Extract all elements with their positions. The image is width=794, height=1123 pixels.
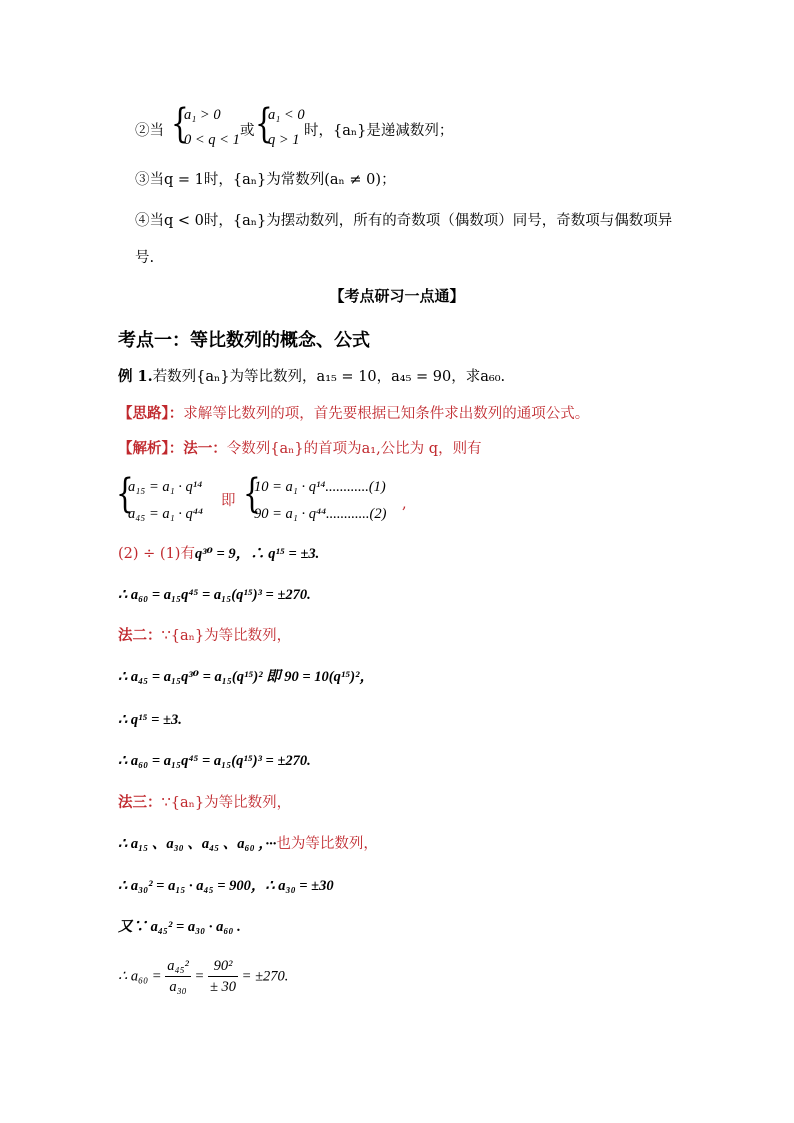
- case1-row1: a₁ > 0: [184, 107, 221, 123]
- or-word: 或: [240, 123, 255, 139]
- solution-text: 令数列{aₙ}的首项为a₁,公比为 q，则有: [226, 441, 482, 457]
- step-q15: ∴ q¹⁵ = ±3.: [118, 712, 182, 728]
- idea-label: 【思路】：: [118, 405, 184, 422]
- fraction-90sq-over-30: [208, 956, 238, 997]
- case2-row1: a₁ < 0: [268, 107, 305, 123]
- step-subsequence: [118, 834, 378, 854]
- method2-line: [118, 626, 291, 646]
- left-brace: {: [171, 101, 189, 147]
- step-a60-method2: ∴ a₆₀ = a₁₅q⁴⁵ = a₁₅(q¹⁵)³ = ±270.: [118, 753, 311, 769]
- step-a30: ∴ a₃₀² = a₁₅ · a₄₅ = 900，∴ a₃₀ = ±30: [118, 878, 334, 894]
- divide-math: q³⁰ = 9，∴ q¹⁵ = ±3.: [194, 546, 320, 562]
- final-fraction-line: [118, 956, 288, 1006]
- constant-sequence-line: ③当q = 1时，{aₙ}为常数列(aₙ ≠ 0)；: [135, 172, 396, 188]
- method3-label: 法三：: [118, 794, 162, 811]
- divide-note: (2) ÷ (1)有: [118, 546, 195, 562]
- condition-lead: ②当: [135, 123, 164, 139]
- oscillating-line-end: 号.: [135, 250, 155, 266]
- section-title: 【考点研习一点通】: [329, 287, 465, 305]
- case1-row2: 0 < q < 1: [184, 132, 240, 148]
- topic-title: 考点一：等比数列的概念、公式: [118, 330, 370, 351]
- fraction-2-numerator: 90²: [208, 956, 238, 977]
- system-right-row2: 90 = a₁ · q⁴⁴............(2): [254, 506, 387, 522]
- step-divide: [118, 544, 319, 564]
- idea-line: [118, 404, 589, 424]
- step-a45: ∴ a₄₅ = a₁₅q³⁰ = a₁₅(q¹⁵)² 即 90 = 10(q¹⁵)²，: [118, 669, 374, 685]
- system-left-row1: a₁₅ = a₁ · q¹⁴: [128, 479, 203, 495]
- case2-row2: q > 1: [268, 132, 300, 148]
- final-result: = ±270.: [241, 968, 289, 985]
- final-eq: =: [194, 968, 205, 985]
- solution-line: [118, 439, 482, 459]
- left-brace-2: {: [255, 101, 273, 147]
- example-label: 例 1.: [118, 368, 153, 385]
- method1-label: 法一：: [183, 440, 227, 457]
- system-brace-right: {: [243, 471, 261, 517]
- system-comma: ,: [402, 496, 407, 512]
- method3-line: [118, 793, 291, 813]
- example-line: [118, 367, 505, 387]
- fraction-2-denominator: ± 30: [209, 979, 237, 995]
- system-brace-left: {: [116, 471, 134, 517]
- solution-label: 【解析】：: [118, 440, 184, 457]
- fraction-1-numerator: a₄₅²: [165, 956, 191, 977]
- system-left-row2: a₄₅ = a₁ · q⁴⁴: [128, 506, 203, 522]
- step-a45-squared: 又∵ a₄₅² = a₃₀ · a₆₀ .: [118, 919, 241, 935]
- subsequence-note: 也为等比数列，: [276, 836, 378, 852]
- condition-line-2: [135, 121, 164, 141]
- oscillating-line: ④当q < 0时，{aₙ}为摆动数列，所有的奇数项（偶数项）同号，奇数项与偶数项异: [135, 213, 673, 229]
- example-text: 若数列{aₙ}为等比数列，a₁₅ = 10，a₄₅ = 90，求a₆₀.: [152, 369, 506, 385]
- final-lead: ∴ a₆₀ =: [118, 968, 162, 985]
- idea-text: 求解等比数列的项，首先要根据已知条件求出数列的通项公式。: [183, 406, 590, 422]
- subsequence-math: ∴ a₁₅ 、a₃₀ 、a₄₅ 、a₆₀ ，···: [118, 836, 277, 852]
- fraction-a45sq-over-a30: [165, 956, 191, 997]
- method3-text: ∵{aₙ}为等比数列，: [161, 795, 292, 811]
- step-a60-method1: ∴ a₆₀ = a₁₅q⁴⁵ = a₁₅(q¹⁵)³ = ±270.: [118, 587, 311, 603]
- fraction-1-denominator: a₃₀: [169, 979, 187, 995]
- method2-text: ∵{aₙ}为等比数列，: [161, 628, 292, 644]
- method2-label: 法二：: [118, 627, 162, 644]
- condition-tail: 时，{aₙ}是递减数列；: [304, 123, 454, 139]
- system-right-row1: 10 = a₁ · q¹⁴............(1): [254, 479, 386, 495]
- system-ji: 即: [221, 493, 236, 509]
